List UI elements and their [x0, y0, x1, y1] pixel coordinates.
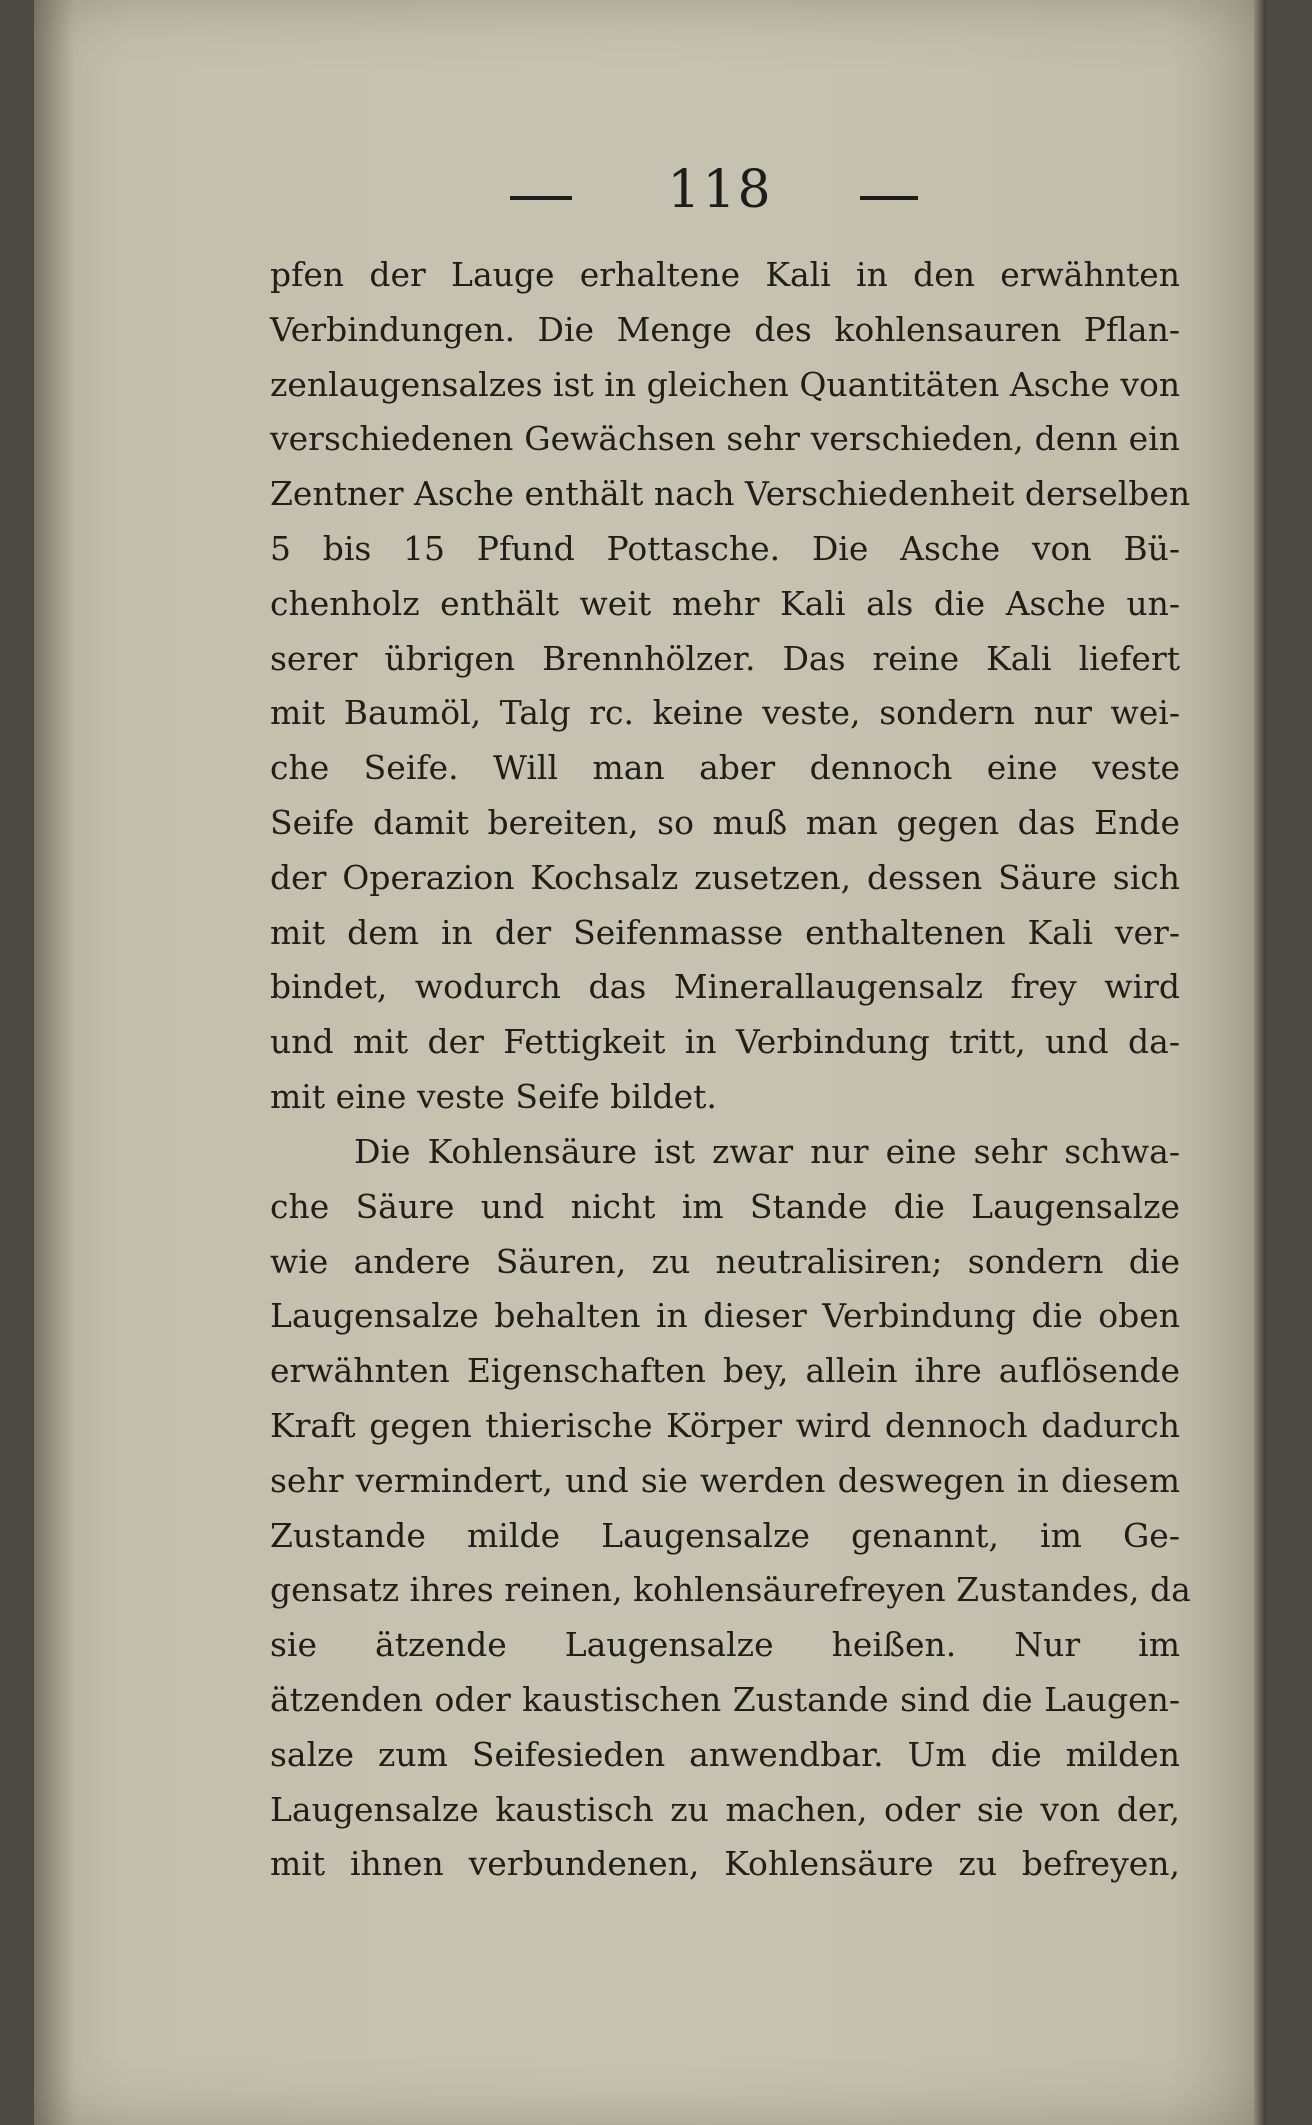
text-line: mit Baumöl, Talg rc. keine veste, sondern nur wei-	[270, 693, 1180, 733]
text-line: wie andere Säuren, zu neutralisiren; sondern die	[270, 1241, 1180, 1281]
page-edge	[1254, 0, 1266, 2125]
text-line: gensatz ihres reinen, kohlensäurefreyen Zustandes, da	[270, 1570, 1191, 1610]
text-line: Die Kohlensäure ist zwar nur eine sehr schwa-	[354, 1132, 1180, 1171]
text-line: mit dem in der Seifenmasse enthaltenen Kali ver-	[270, 912, 1180, 952]
text-line: Kraft gegen thierische Körper wird dennoch dadurch	[270, 1405, 1180, 1445]
text-line: Laugensalze kaustisch zu machen, oder sie von der,	[270, 1789, 1180, 1829]
text-line: salze zum Seifesieden anwendbar. Um die milden	[270, 1734, 1180, 1774]
text-line: che Seife. Will man aber dennoch eine veste	[270, 748, 1180, 788]
text-line: Zentner Asche enthält nach Verschiedenheit derselben	[270, 474, 1191, 514]
header-dash-left	[510, 196, 572, 200]
page-number: 118	[667, 160, 773, 220]
text-line: che Säure und nicht im Stande die Laugensalze	[270, 1186, 1180, 1226]
text-line: Zustande milde Laugensalze genannt, im Ge-	[270, 1515, 1180, 1555]
page-header	[0, 160, 1312, 220]
text-line: erwähnten Eigenschaften bey, allein ihre auflösende	[270, 1351, 1180, 1391]
text-line: chenholz enthält weit mehr Kali als die Asche un-	[270, 583, 1180, 623]
header-dash-right	[860, 196, 918, 200]
text-line: pfen der Lauge erhaltene Kali in den erwähnten	[270, 255, 1180, 294]
paragraph-2	[270, 1125, 1191, 1892]
text-line: Laugensalze behalten in dieser Verbindung die oben	[270, 1296, 1180, 1336]
text-line: serer übrigen Brennhölzer. Das reine Kali liefert	[270, 638, 1180, 678]
text-line: sehr vermindert, und sie werden deswegen in diesem	[270, 1460, 1180, 1500]
text-line: sie ätzende Laugensalze heißen. Nur im	[270, 1625, 1180, 1665]
text-line: der Operazion Kochsalz zusetzen, dessen Säure sich	[270, 857, 1180, 897]
binding-shadow	[34, 0, 74, 2125]
paragraph-1	[270, 248, 1191, 1125]
text-line: verschiedenen Gewächsen sehr verschieden, denn ein	[270, 419, 1180, 459]
text-line: 5 bis 15 Pfund Pottasche. Die Asche von Bü-	[270, 528, 1180, 568]
text-line: Verbindungen. Die Menge des kohlensauren Pflan-	[270, 309, 1180, 349]
text-line: ätzenden oder kaustischen Zustande sind die Laugen-	[270, 1679, 1180, 1719]
text-line: mit ihnen verbundenen, Kohlensäure zu befreyen,	[270, 1844, 1180, 1884]
text-line: zenlaugensalzes ist in gleichen Quantitäten Asche von	[270, 364, 1181, 404]
text-line: Seife damit bereiten, so muß man gegen das Ende	[270, 802, 1180, 842]
text-line: bindet, wodurch das Minerallaugensalz frey wird	[270, 967, 1180, 1007]
text-line: mit eine veste Seife bildet.	[270, 1076, 717, 1116]
text-line: und mit der Fettigkeit in Verbindung tritt, und da-	[270, 1022, 1180, 1062]
